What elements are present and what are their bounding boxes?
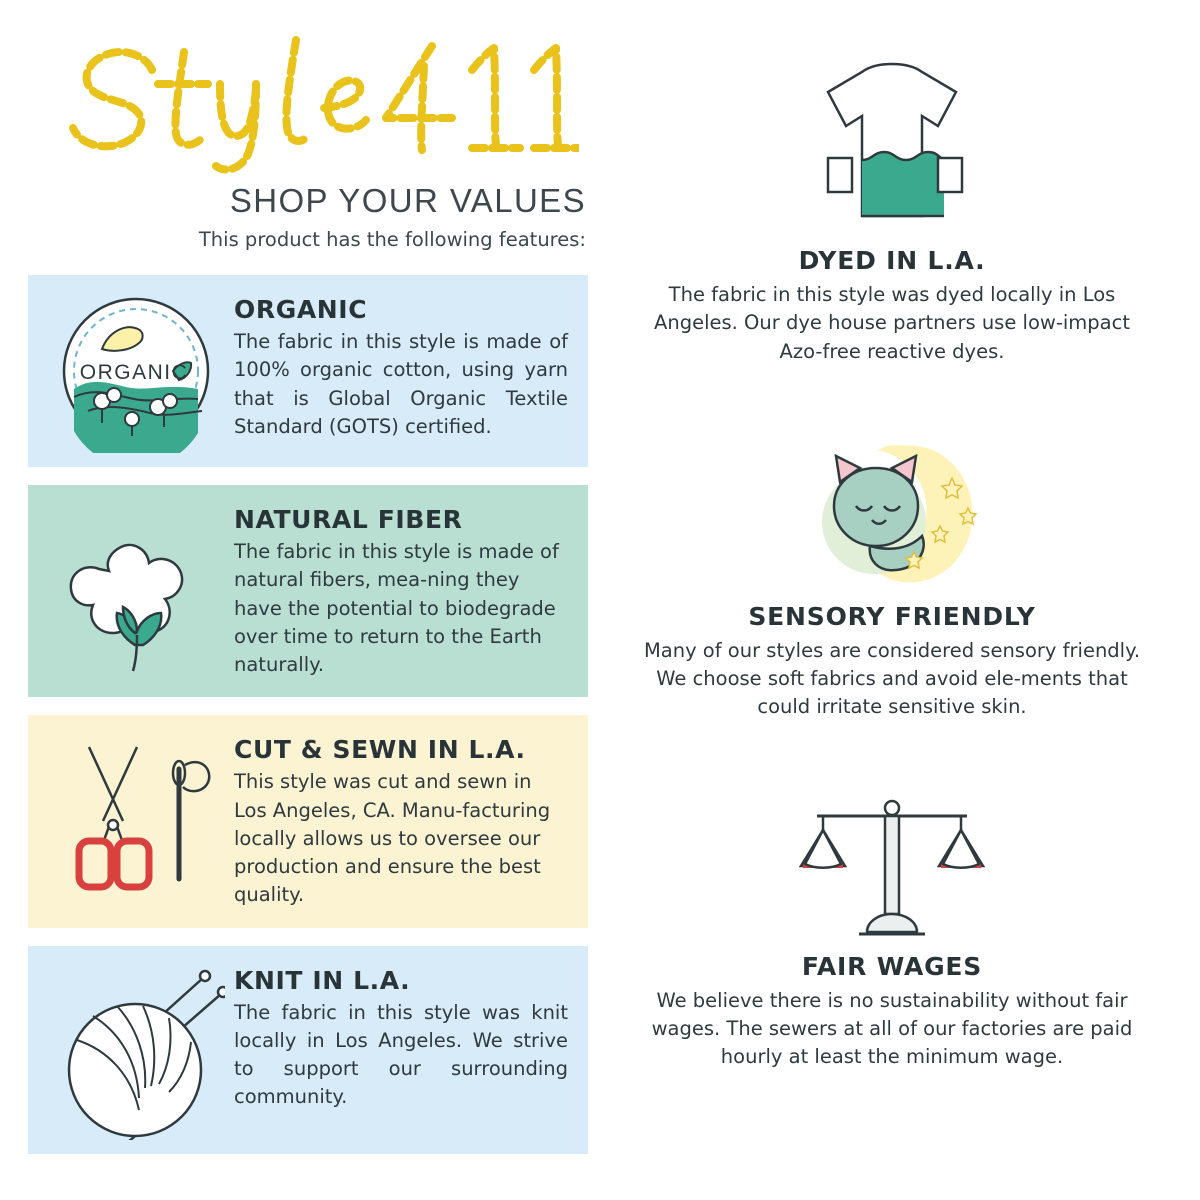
card-body: The fabric in this style is made of natural fibers, mea-ning they have the potential to biodegrade over time to return to the Earth naturally. [234, 540, 559, 677]
card-body: This style was cut and sewn in Los Angeles, CA. Manu-facturing locally allows us to oversee our production and ensure the best quality. [234, 770, 551, 907]
card-dyed-in-la [612, 28, 1172, 392]
card-body: The fabric in this style is made of 100% organic cotton, using yarn that is Global Organic Textile Standard (GOTS) certified. [234, 330, 568, 438]
card-sensory-friendly [612, 410, 1172, 752]
balance-scale-icon [638, 794, 1146, 946]
card-natural-fiber [28, 485, 588, 697]
card-title: SENSORY FRIENDLY [748, 601, 1036, 631]
right-column [612, 28, 1172, 1115]
card-title: FAIR WAGES [801, 951, 983, 981]
tagline: SHOP YOUR VALUES [229, 182, 586, 219]
sleeping-cat-moon-icon [638, 436, 1146, 596]
card-organic [28, 275, 588, 467]
card-body: The fabric in this style was dyed locally in Los Angeles. Our dye house partners use low-impact Azo-free reactive dyes. [654, 283, 1130, 363]
card-natural-fiber-text [234, 485, 588, 697]
card-title: NATURAL FIBER [234, 505, 463, 534]
logo-block [28, 20, 588, 190]
yarn-ball-icon [28, 946, 234, 1154]
scissors-and-needle-icon [28, 715, 234, 923]
card-title: DYED IN L.A. [798, 246, 986, 275]
card-title: CUT & SEWN IN L.A. [234, 735, 526, 765]
card-cut-and-sewn-text [234, 715, 588, 927]
card-body: We believe there is no sustainability without fair wages. The sewers at all of our factories are paid hourly at least the minimum wage. [651, 988, 1133, 1069]
card-title: ORGANIC [234, 295, 368, 324]
cotton-boll-icon [28, 485, 234, 689]
left-column [28, 20, 588, 1172]
card-knit-in-la-text [234, 946, 588, 1130]
card-knit-in-la [28, 946, 588, 1154]
card-cut-and-sewn [28, 715, 588, 927]
svg-text:ORGANIC: ORGANIC [79, 361, 189, 384]
card-body: The fabric in this style was knit locally in Los Angeles. We strive to support our surrounding community. [234, 1000, 568, 1109]
style-411-logo-icon [34, 22, 579, 192]
card-organic-text [234, 275, 588, 459]
organic-field-badge-icon [28, 275, 234, 467]
card-body: Many of our styles are considered sensory friendly. We choose soft fabrics and avoid ele-ments that could irritate sensitive skin. [643, 638, 1141, 719]
card-title: KNIT IN L.A. [234, 965, 411, 995]
tshirt-dye-bath-icon [638, 50, 1146, 240]
subtitle: This product has the following features: [198, 228, 586, 251]
card-fair-wages [612, 770, 1172, 1098]
